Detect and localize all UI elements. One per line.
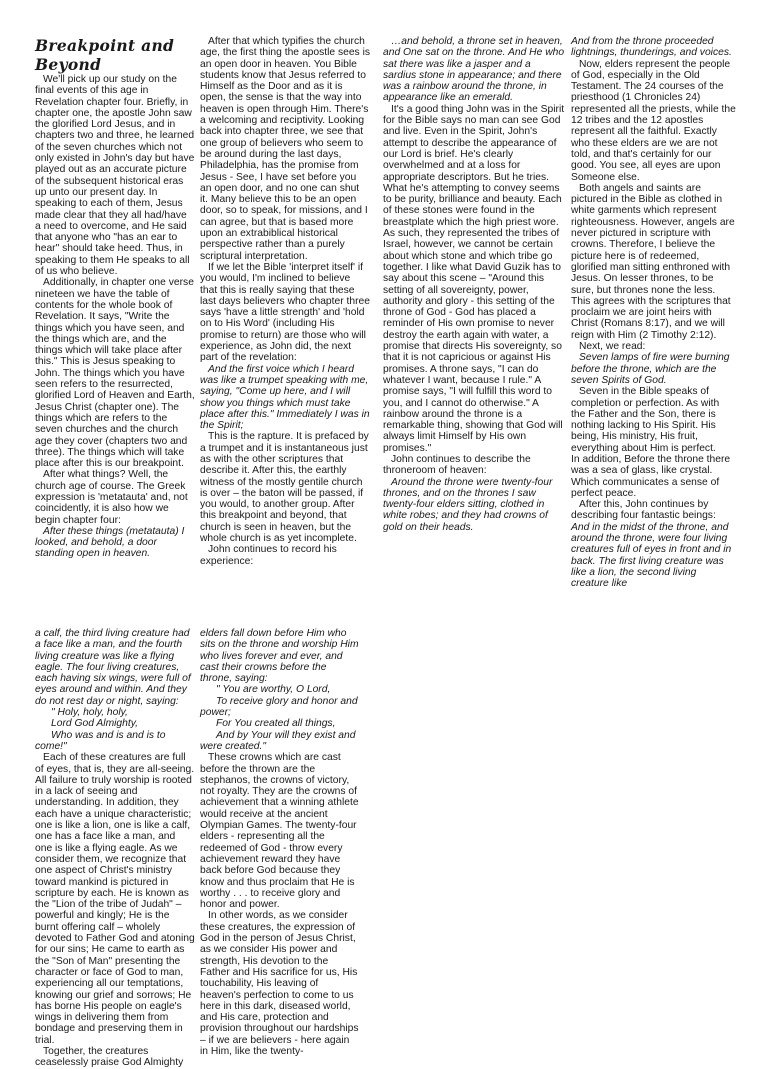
paragraph: Together, the creatures ceaselessly praise God Almighty (35, 1045, 184, 1069)
paragraph: We'll pick up our study on the final events of this age in Revelation chapter four. Briefly, in chapter one, the apostle John saw the glorified Lord Jesus, and in chapters two and three, he learned of the seven churches which not only existed in John's day but have played out as an accurate picture of the subsequent historical eras up unto our present day. In speaking to each of them, Jesus made clear that they all had/have a need to overcome, and He said that anyone who "has an ear to hear" should take heed. Thus, in speaking to them He speaks to all of us who believe. (35, 74, 195, 278)
paragraph: Seven in the Bible speaks of completion or perfection. As with the Father and the Son, there is nothing lacking to His Spirit. His being, His ministry, His fruit, everything about Him is perfect. (571, 386, 720, 454)
scripture-quote: After these things (metatauta) I looked, and behold, a door standing open in heaven. (35, 525, 185, 560)
paragraph: John continues to describe the throneroom of heaven: (383, 453, 531, 477)
scripture-quote: And from the throne proceeded lightnings, thunderings, and voices. (571, 36, 732, 59)
verse-line: Who was and is and is to come!" (35, 729, 166, 752)
column-2 (200, 36, 370, 576)
paragraph: In other words, as we consider these creatures, the expression of God in the person of Jesus Christ, as we consider His power and strength, His devotion to the Father and His sacrifice for us, His touchability, His leaving of heaven's perfection to come to us here in this dark, diseased world, and His care, protection and provision throughout our hardships – if we are believers - here again in Him, like the twenty- (200, 910, 359, 1057)
scripture-quote: …and behold, a throne set in heaven, and One sat on the throne. And He who sat there was like a jasper and a sardius stone in appearance; and there was a rainbow around the throne, in appearance like an emerald. (383, 36, 565, 104)
verse-line: Lord God Almighty, (51, 718, 138, 730)
paragraph: After what things? Well, the church age of course. The Greek expression is 'metatauta' and, not coincidently, it is also how we begin chapter four: (35, 469, 188, 526)
verse-line: And by Your will they exist and were created." (200, 729, 356, 752)
column-1 (35, 36, 195, 560)
verse-line: For You created all things, (216, 718, 336, 730)
column-3 (383, 36, 565, 576)
paragraph: After that which typifies the church age, the first thing the apostle sees is an open door in heaven. You Bible students know that Jesus referred to Himself as the Door and as it is open, the sense is that the way into heaven is open through Him. There's a welcoming and reciptivity. Looking back into chapter three, we see that one group of believers who seem to be around during the last days, Philadelphia, has the promise from Jesus - See, I have set before you an open door, and no one can shut it. Many believe this to be an open door, so to speak, for missions, and I can agree, but that is based more upon an extrabiblical historical perspective rather than a purely scriptural interpretation. (200, 36, 370, 262)
column-4 (571, 36, 736, 590)
paragraph: Each of these creatures are full of eyes, that is, they are all-seeing. All failure to truly worship is rooted in a lack of seeing and understanding. In addition, they each have a unique characteristic; one is like a lion, one is like a calf, one has a face like a man, and one is like a flying eagle. As we consider them, we recognize that one aspect of Christ's ministry toward mankind is pictured in scripture by each. He is known as the "Lion of the tribe of Judah" – powerful and kingly; He is the burnt offering calf – wholely devoted to Father God and atoning for our sins; He came to earth as the "Son of Man" presenting the character or face of God to man, experiencing all our temptations, knowing our grief and sorrows; He has borne His people on eagle's wings in delivering them from bondage and preserving them in trial. (35, 752, 195, 1046)
column-5 (35, 628, 195, 1069)
scripture-quote: Seven lamps of fire were burning before the throne, which are the seven Spirits of God. (571, 352, 730, 386)
column-6 (200, 628, 360, 1057)
verse-line: To receive glory and honor and power; (200, 695, 358, 719)
paragraph: This is the rapture. It is prefaced by a trumpet and it is instantaneous just as with the other scriptures that describe it. After this, the earthly witness of the mostly gentile church is over – the baton will be passed, if you would, to another group. After this breakpoint and beyond, that church is seen in heaven, but the whole church is as yet incomplete. (200, 431, 369, 545)
article-title: Breakpoint and Beyond (35, 36, 175, 74)
paragraph: Now, elders represent the people of God, especially in the Old Testament. The 24 courses of the priesthood (1 Chronicles 24) represented all the priests, while the 12 tribes and the 12 apostles represent all the faithful. Exactly who these elders are we are not told, and that's certainly for our good. You see, all eyes are upon Someone else. (571, 58, 736, 183)
scripture-quote: a calf, the third living creature had a face like a man, and the fourth living creature was like a flying eagle. The four living creatures, each having six wings, were full of eyes around and within. And they do not rest day or night, saying: (35, 628, 191, 707)
paragraph: In addition, Before the throne there was a sea of glass, like crystal. Which communicates a sense of perfect peace. (571, 453, 731, 499)
paragraph: Both angels and saints are pictured in the Bible as clothed in white garments which represent righteousness. However, angels are never pictured in scripture with crowns. Therefore, I believe the picture here is of redeemed, glorified man sitting enthroned with Jesus. On lesser thrones, to be sure, but thrones none the less. This agrees with the scriptures that proclaim we are joint heirs with Christ (Romans 8:17), and we will reign with Him (2 Timothy 2:12). (571, 182, 735, 341)
paragraph: Next, we read: (579, 341, 646, 353)
paragraph: John continues to record his experience: (200, 544, 337, 567)
scripture-quote: And the first voice which I heard was like a trumpet speaking with me, saying, "Come up here, and I will show you things which must take place after this." Immediately I was in the Spirit; (200, 363, 370, 432)
verse-line: " You are worthy, O Lord, (216, 684, 331, 696)
paragraph: Additionally, in chapter one verse nineteen we have the table of contents for the whole book of Revelation. It says, "Write the things which you have seen, and the things which are, and the things which will take place after this." This is Jesus speaking to John. The things which you have seen refers to the resurrected, glorified Lord of Heaven and Earth, Jesus Christ (chapter one). The things which are refers to the seven churches and the church age they cover (chapters two and three). The things which will take place after this is our breakpoint. (35, 277, 195, 470)
scripture-quote: Around the throne were twenty-four thrones, and on the thrones I saw twenty-four elders sitting, clothed in white robes; and they had crowns of gold on their heads. (383, 476, 553, 533)
paragraph: These crowns which are cast before the thrown are the stephanos, the crowns of victory, not royalty. They are the crowns of achievement that a winning athlete would receive at the ancient Olympian Games. The twenty-four elders - representing all the redeemed of God - throw every achievement reward they have back before God because they know and thus proclaim that He is worthy . . . to receive glory and honor and power. (200, 752, 359, 911)
verse-line: " Holy, holy, holy, (51, 707, 128, 719)
paragraph: It's a good thing John was in the Spirit for the Bible says no man can see God and live. Even in the Spirit, John's attempt to describe the appearance of our Lord is brief. He's clearly overwhelmed and at a loss for appropriate descriptors. But he tries. What he's attempting to convey seems to be purity, brilliance and beauty. Each of these stones were found in the breastplate which the high priest wore. As such, they represented the tribes of Israel, however, we cannot be certain about which stone and which tribe go together. I like what David Guzik has to say about this scene – "Around this setting of all sovereignty, power, authority and glory - this setting of the throne of God - God has placed a reminder of His own promise to never destroy the earth again with water, a promise that directs His sovereignty, so that it is not capricious or against His promises. A throne says, "I can do whatever I want, because I rule." A promise says, "I will fulfill this word to you, and I cannot do otherwise." A rainbow around the throne is a remarkable thing, showing that God will always limit Himself by His own promises." (383, 103, 565, 454)
paragraph: If we let the Bible 'interpret itself' if you would, I'm inclined to believe that this is really saying that these last days believers who chapter three says 'have a little strength' and 'hold on to His Word' (including His promise to return) are those who will experience, as John did, the next part of the revelation: (200, 261, 370, 364)
scripture-quote: And in the midst of the throne, and around the throne, were four living creatures full of eyes in front and in back. The first living creature was like a lion, the second living creature like (571, 521, 732, 590)
scripture-quote: elders fall down before Him who sits on the throne and worship Him who lives forever and ever, and cast their crowns before the throne, saying: (200, 628, 359, 685)
paragraph: After this, John continues by describing four fantastic beings: (571, 499, 716, 522)
